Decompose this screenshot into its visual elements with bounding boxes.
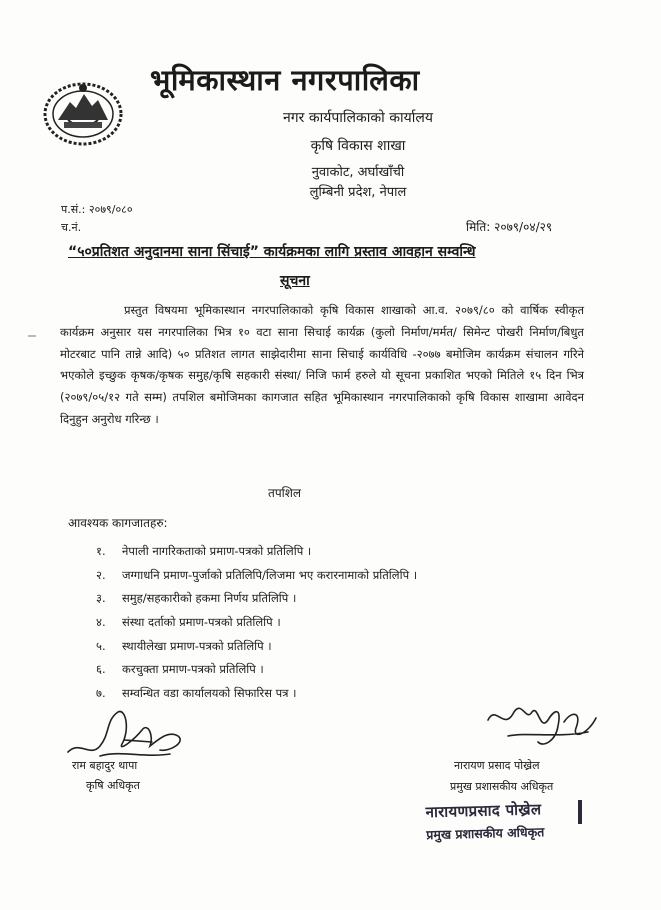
item-text: नेपाली नागरिकताको प्रमाण-पत्रको प्रतिलिपि । <box>122 544 312 558</box>
details-heading: तपशिल <box>268 486 302 500</box>
left-signatory-title: कृषि अधिकृत <box>86 779 140 792</box>
official-stamp <box>425 798 596 850</box>
notice-subtitle: सूचना <box>280 273 310 289</box>
branch-name: कृषि विकास शाखा <box>310 138 406 154</box>
list-item <box>96 615 417 639</box>
stamp-title: प्रमुख प्रशासकीय अधिकृत <box>426 824 545 843</box>
item-text: समुह/सहकारीको हकमा निर्णय प्रतिलिपि । <box>122 591 297 606</box>
list-item <box>96 568 417 592</box>
item-number: ५. <box>96 638 106 653</box>
notice-title: “५०प्रतिशत अनुदानमा साना सिंचाई” कार्यक्रमका लागि प्रस्ताव आवहान सम्वन्धि <box>68 244 476 260</box>
item-number: १. <box>96 544 106 558</box>
right-signatory-title: प्रमुख प्रशासकीय अधिकृत <box>450 780 554 793</box>
stamp-name: नारायणप्रसाद पोख्रेल <box>425 800 542 822</box>
dispatch-number: च.नं. <box>61 221 82 234</box>
item-number: ३. <box>96 591 106 606</box>
address-line-1: नुवाकोट, अर्घाखाँची <box>311 165 405 180</box>
municipality-title: भूमिकास्थान नगरपालिका <box>150 63 420 97</box>
nepal-government-emblem-icon <box>42 78 124 146</box>
notice-body: प्रस्तुत विषयमा भूमिकास्थान नगरपालिकाको कृषि विकास शाखाको आ.व. २०७९/८० को वार्षिक स्वीकृत कार्यक्रम अनुसार यस नगरपालिका भित्र १० वटा साना सिचाई कार्यक्र (कुलो निर्माण/मर्मत/ सिमेन्ट पोखरी निर्माण/बिधुत मोटरबाट पानि तान्ने आदि) ५० प्रतिशत लागत साझेदारीमा साना सिचाई कार्यविधि -२०७७ बमोजिम कार्यक्रम संचालन गरिने भएकोले इच्छुक कृषक/कृषक समुह/कृषि सहकारी संस्था/ निजि फार्म हरुले यो सूचना प्रकाशित भएको मितिले १५ दिन भित्र (२०७९/०५/१२ गते सम्म) तपशिल बमोजिमका कागजात सहित भूमिकास्थान नगरपालिकाको कृषि विकास शाखामा आवेदन दिनुहुन अनुरोध गरिन्छ । <box>60 303 584 426</box>
item-text: सम्वन्धित वडा कार्यालयको सिफारिस पत्र । <box>122 686 297 701</box>
reference-number: प.सं.: २०७९/०८० <box>61 203 133 216</box>
left-signatory-name: राम बहादुर थापा <box>72 759 138 772</box>
list-item <box>96 544 417 568</box>
list-item <box>96 591 417 615</box>
right-signatory-name: नारायण प्रसाद पोख्रेल <box>454 759 540 772</box>
punch-mark <box>28 335 36 337</box>
item-number: २. <box>96 567 106 582</box>
documents-heading: आवश्यक कागजातहरु: <box>68 516 168 530</box>
address-line-2: लुम्बिनी प्रदेश, नेपाल <box>309 185 407 200</box>
right-signature-icon <box>478 692 608 762</box>
item-text: संस्था दर्ताको प्रमाण-पत्रको प्रतिलिपि । <box>122 615 281 630</box>
list-item <box>96 639 417 663</box>
item-text: जग्गाधनि प्रमाण-पुर्जाको प्रतिलिपि/लिजमा भए करारनामाको प्रतिलिपि । <box>122 567 418 582</box>
item-number: ६. <box>96 662 106 677</box>
item-text: स्थायीलेखा प्रमाण-पत्रको प्रतिलिपि । <box>122 638 272 653</box>
office-name: नगर कार्यपालिकाको कार्यालय <box>283 110 433 126</box>
stamp-divider <box>578 800 582 824</box>
item-number: ४. <box>96 615 106 630</box>
notice-date: मिति: २०७९/०४/२९ <box>466 220 553 234</box>
list-item <box>96 662 417 686</box>
item-number: ७. <box>96 686 106 701</box>
item-text: करचुक्ता प्रमाण-पत्रको प्रतिलिपि । <box>122 662 264 677</box>
documents-list <box>96 544 417 710</box>
